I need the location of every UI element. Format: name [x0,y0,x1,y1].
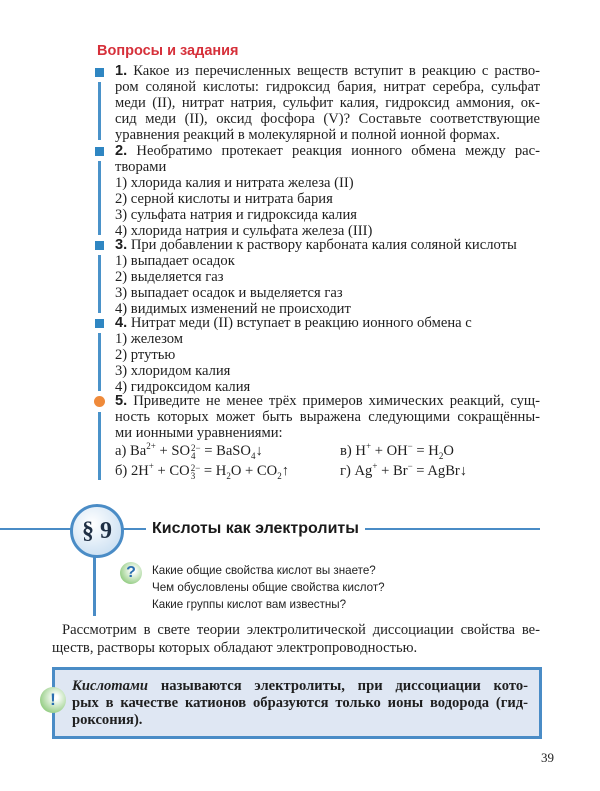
advanced-question-marker-icon [94,396,105,407]
q3-option: 4) видимых изменений не происходит [115,301,351,317]
definition-term: Кислотами [72,678,149,694]
question-icon: ? [120,562,142,584]
question-bar [98,161,101,235]
equation-b: б) 2H+ + CO 2− 3 = $H_2O$ + $CO_2↑$ [115,461,289,481]
q4-option: 2) ртутью [115,347,176,363]
questions-heading: Вопросы и задания [97,43,239,59]
q1-line: ром соляной кислоты: гидроксид бария, нитрат серебра, сульфат [115,79,540,95]
question-marker-icon [95,68,104,77]
q5-line: ми ионными уравнениями: [115,425,283,441]
q2-line: творами [115,159,167,175]
q4-option: 3) хлоридом калия [115,363,231,379]
q1-line: 1. Какое из перечисленных веществ вступит в реакцию с раство- [115,63,540,79]
question-marker-icon [95,319,104,328]
question-bar [98,412,101,480]
q4-option: 4) гидроксидом калия [115,379,251,395]
equation-a: а) $Ba^{2+}$ + SO 2− 4 = BaSO$_4$↓ [115,441,263,461]
q3-line: 3. При добавлении к раствору карбоната калия соляной кислоты [115,237,517,253]
question-marker-icon [95,147,104,156]
question-marker-icon [95,241,104,250]
question-bar [98,82,101,140]
definition-line: Кислотами называются электролиты, при диссоциации кото- [72,678,528,694]
q5-line: 5. Приведите не менее трёх примеров химических реакций, сущ- [115,393,540,409]
exclamation-icon: ! [40,687,66,713]
intro-paragraph-line: Рассмотрим в свете теории электролитической диссоциации свойства ве- [62,622,540,638]
q2-line: 2. Необратимо протекает реакция ионного обмена между рас- [115,143,540,159]
definition-line: роксония). [72,712,143,728]
q1-line: меди (II), нитрат натрия, сульфит калия, гидроксид аммония, ок- [115,95,540,111]
paragraph-number-badge: § 9 [70,504,124,558]
intro-question: Какие группы кислот вам известны? [152,598,347,611]
q1-line: уравнения реакций в молекулярной и полной ионной формах. [115,127,500,143]
paragraph-title: Кислоты как электролиты [152,520,359,537]
question-bar [98,333,101,391]
intro-question: Какие общие свойства кислот вы знаете? [152,564,376,577]
question-bar [98,255,101,313]
q2-option: 2) серной кислоты и нитрата бария [115,191,333,207]
q3-option: 3) выпадает осадок и выделяется газ [115,285,343,301]
definition-line: рых в качестве катионов образуются только ионы водорода (гид- [72,695,528,711]
q4-option: 1) железом [115,331,184,347]
q2-option: 1) хлорида калия и нитрата железа (II) [115,175,354,191]
q5-line: ность которых может быть выражена следующими сокращённы- [115,409,540,425]
header-rule-left [0,528,72,530]
equation-g: г) Ag+ + Br− = AgBr↓ [340,461,468,479]
q1-line: сид меди (II), оксид фосфора (V)? Составьте соответствующие [115,111,540,127]
q3-option: 1) выпадает осадок [115,253,235,269]
header-rule-vertical [93,556,96,616]
q4-line: 4. Нитрат меди (II) вступает в реакцию ионного обмена с [115,315,472,331]
header-rule-right [365,528,540,530]
intro-paragraph-line: ществ, растворы которых обладают электропроводностью. [52,640,418,656]
q3-option: 2) выделяется газ [115,269,224,285]
equation-v: в) $H^+ + OH^- = H_2O$ [340,441,454,461]
q2-option: 3) сульфата натрия и гидроксида калия [115,207,357,223]
q2-option: 4) хлорида натрия и сульфата железа (III) [115,223,373,239]
page-number: 39 [541,750,554,765]
intro-question: Чем обусловлены общие свойства кислот? [152,581,385,594]
